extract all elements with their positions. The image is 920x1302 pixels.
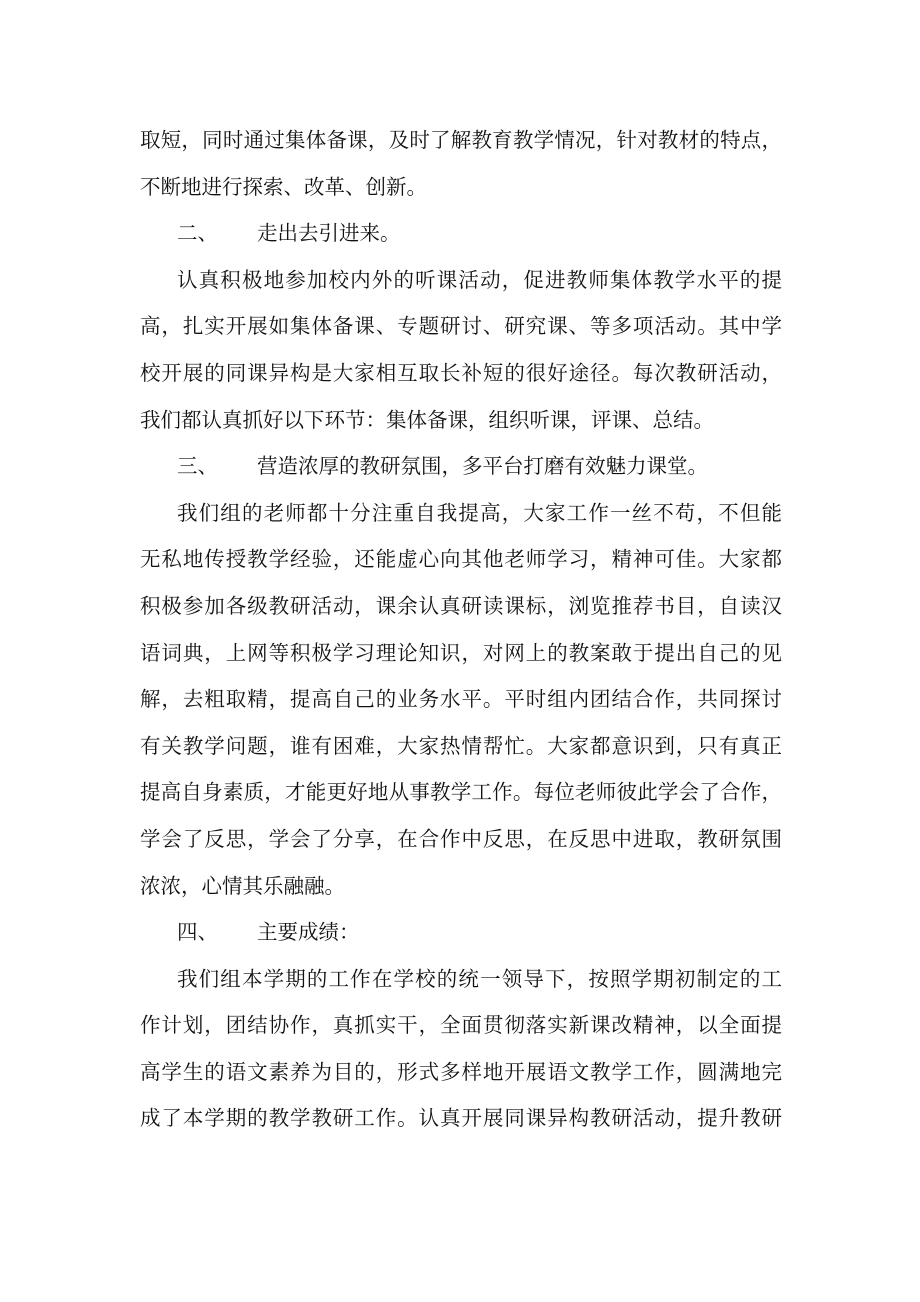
heading-number: 二、 — [177, 221, 218, 246]
text-line: 有关教学问题，谁有困难，大家热情帮忙。大家都意识到，只有真正 — [140, 733, 782, 758]
text-line: 不断地进行探索、改革、创新。 — [140, 174, 427, 199]
text-line: 提高自身素质，才能更好地从事教学工作。每位老师彼此学会了合作， — [140, 780, 782, 805]
text-line: 我们组的老师都十分注重自我提高，大家工作一丝不苟，不但能 — [177, 500, 782, 525]
section-heading-4 — [140, 909, 782, 956]
text-line: 我们都认真抓好以下环节：集体备课，组织听课，评课、总结。 — [140, 407, 714, 432]
heading-number: 三、 — [177, 454, 218, 479]
text-line: 取短，同时通过集体备课，及时了解教育教学情况，针对教材的特点， — [140, 128, 782, 152]
text-line: 高学生的语文素养为目的，形式多样地开展语文教学工作，圆满地完 — [140, 1059, 782, 1084]
text-line: 成了本学期的教学教研工作。认真开展同课异构教研活动，提升教研 — [140, 1106, 782, 1131]
heading-text: 营造浓厚的教研氛围，多平台打磨有效魅力课堂。 — [257, 454, 708, 479]
heading-text: 走出去引进来。 — [257, 221, 401, 246]
text-line: 校开展的同课异构是大家相互取长补短的很好途径。每次教研活动， — [140, 360, 782, 385]
text-line: 作计划，团结协作，真抓实干，全面贯彻落实新课改精神，以全面提 — [140, 1013, 782, 1038]
text-line: 解，去粗取精，提高自己的业务水平。平时组内团结合作，共同探讨 — [140, 687, 782, 712]
text-line: 无私地传授教学经验，还能虚心向其他老师学习，精神可佳。大家都 — [140, 547, 782, 572]
document-body — [140, 117, 782, 1142]
text-line: 认真积极地参加校内外的听课活动，促进教师集体教学水平的提 — [177, 267, 782, 292]
text-line: 语词典，上网等积极学习理论知识，对网上的教案敢于提出自己的见 — [140, 640, 782, 665]
section-heading-2 — [140, 210, 782, 257]
text-line: 积极参加各级教研活动，课余认真研读课标，浏览推荐书目，自读汉 — [140, 593, 782, 618]
section-heading-3 — [140, 443, 782, 490]
text-line: 浓浓，心情其乐融融。 — [140, 873, 345, 898]
text-line: 高，扎实开展如集体备课、专题研讨、研究课、等多项活动。其中学 — [140, 314, 782, 339]
heading-number: 四、 — [177, 920, 218, 945]
text-line: 我们组本学期的工作在学校的统一领导下，按照学期初制定的工 — [177, 966, 782, 991]
heading-text: 主要成绩： — [257, 920, 360, 945]
text-line: 学会了反思，学会了分享，在合作中反思，在反思中进取，教研氛围 — [140, 826, 782, 851]
